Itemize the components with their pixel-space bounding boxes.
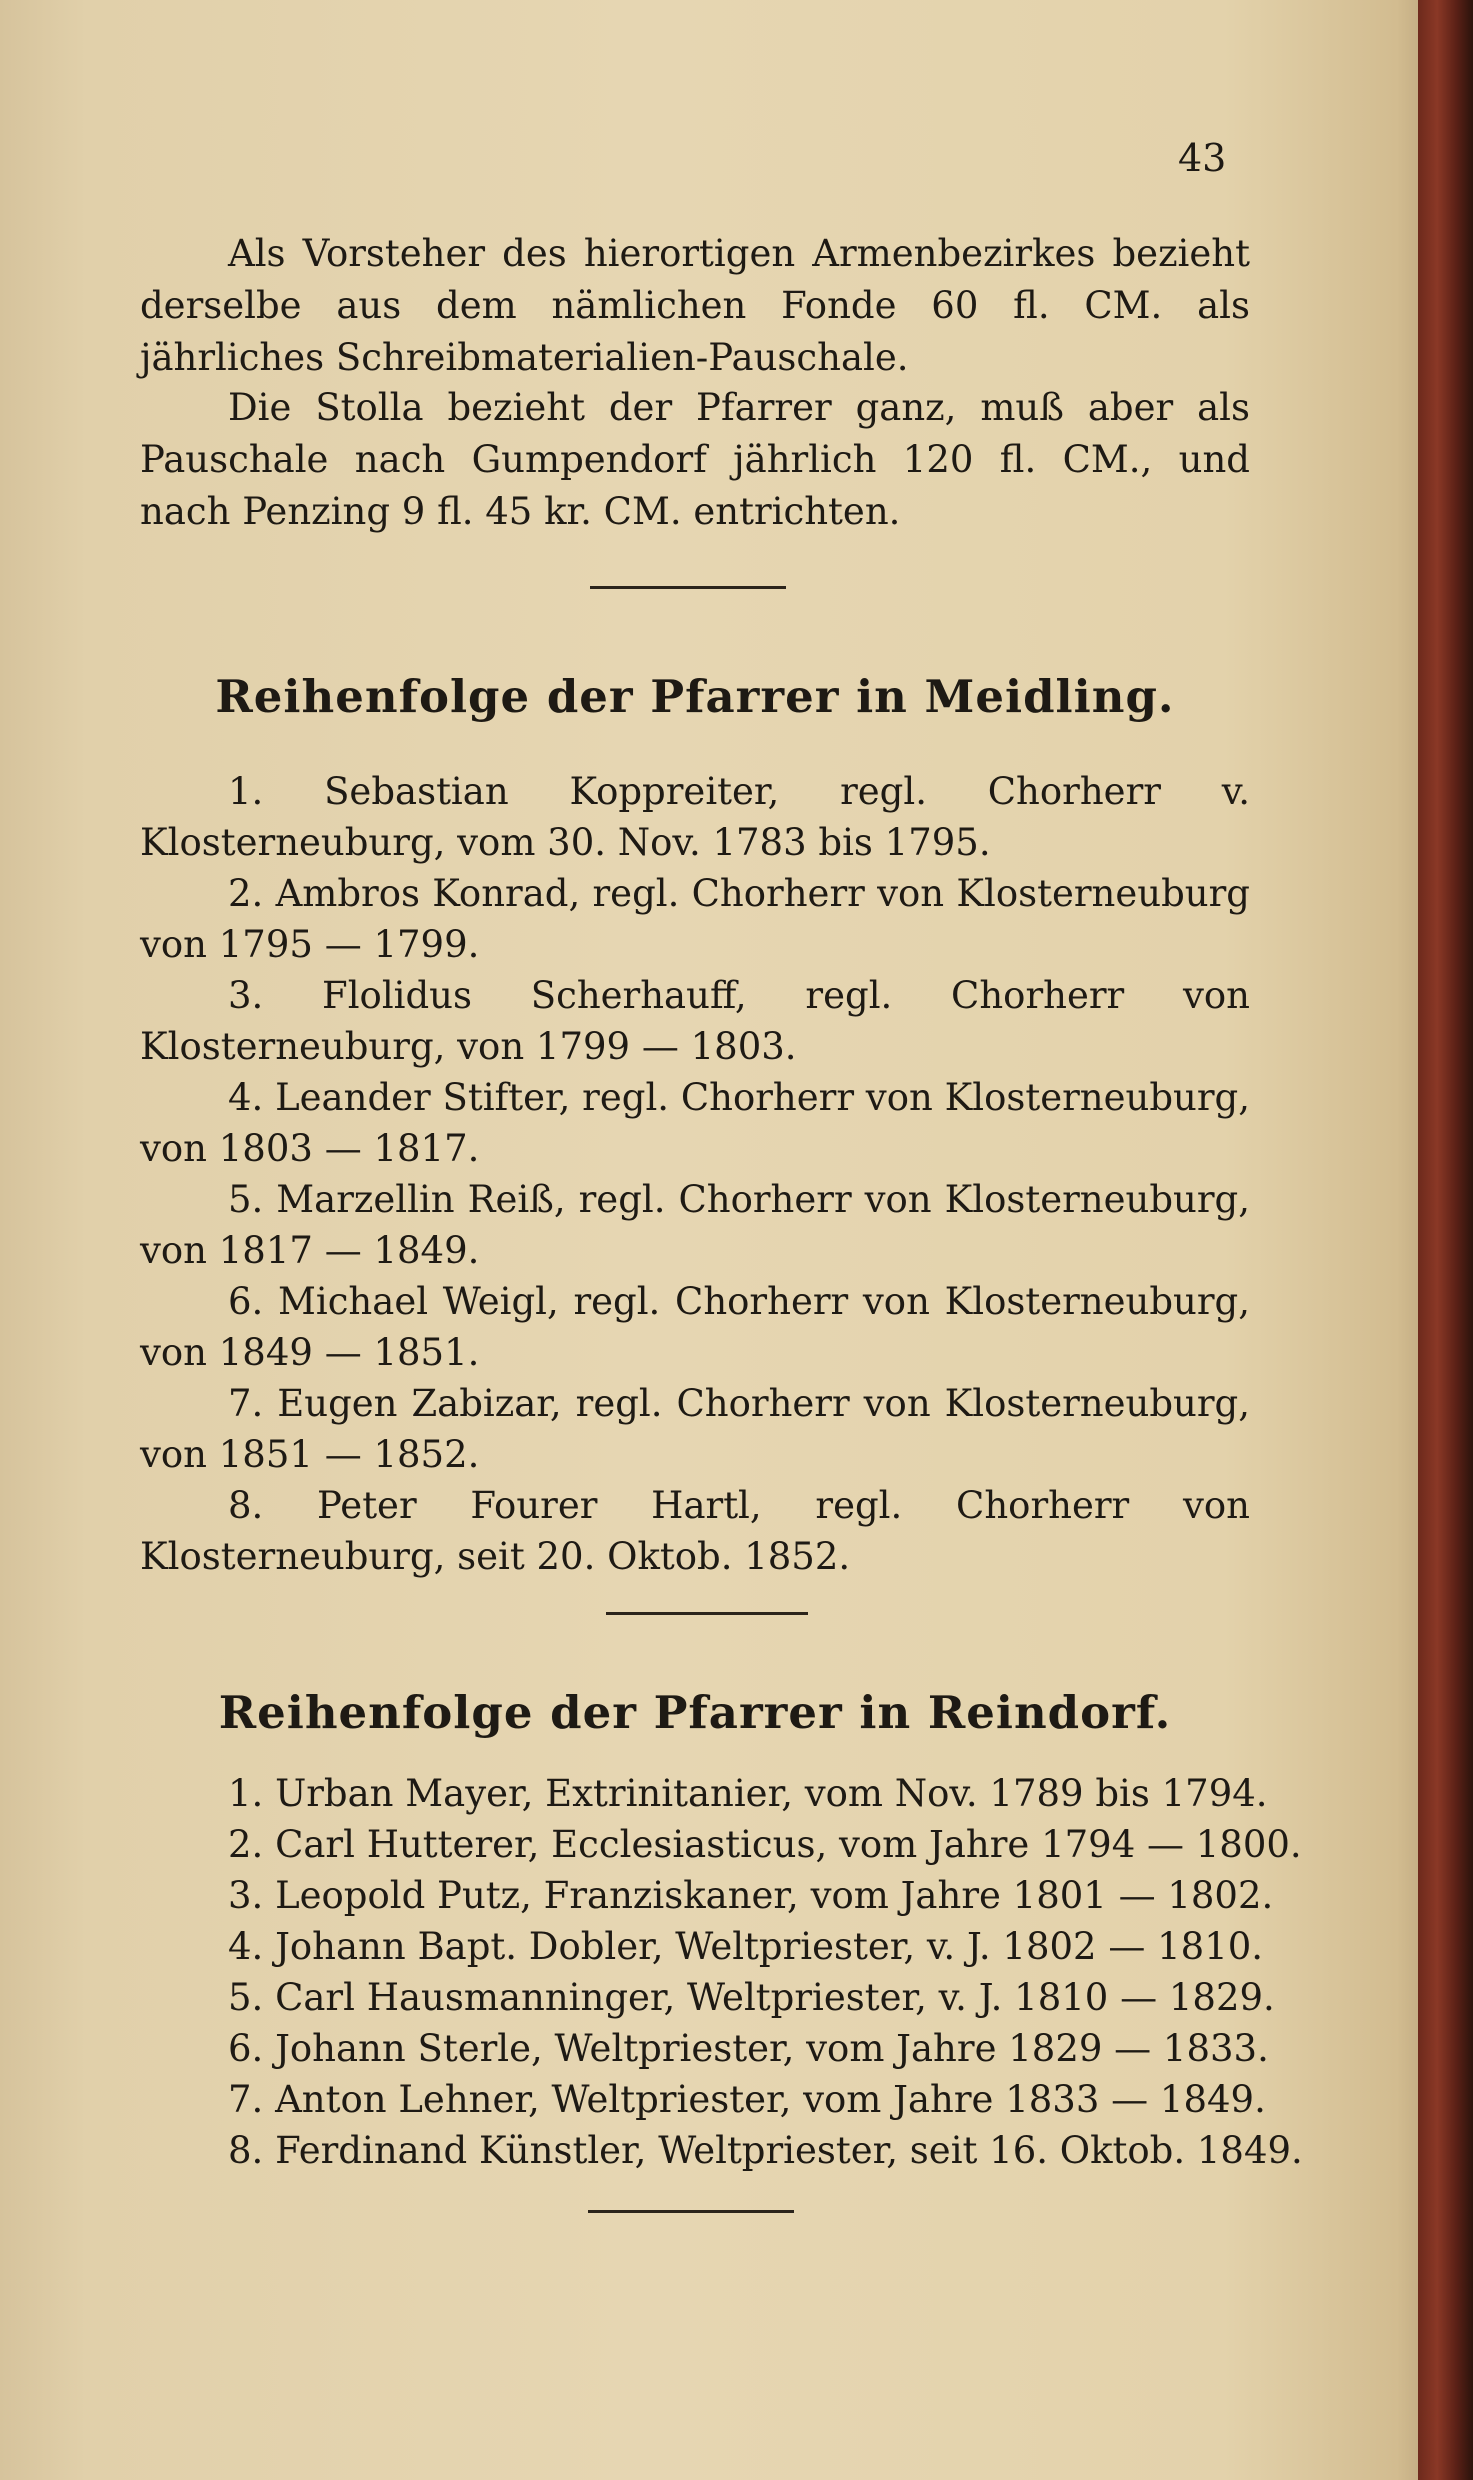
list-item: 5. Carl Hausmanninger, Weltpriester, v. J. 1810 — 1829. (228, 1976, 1275, 2019)
section-title-reindorf: Reihenfolge der Pfarrer in Reindorf. (218, 1686, 1172, 1739)
list-item: 7. Eugen Zabizar, regl. Chorherr von Klosterneuburg, von 1851 — 1852. (140, 1382, 1250, 1476)
list-item: 6. Michael Weigl, regl. Chorherr von Klosterneuburg, von 1849 — 1851. (140, 1280, 1250, 1374)
list-item: 4. Leander Stifter, regl. Chorherr von Klosterneuburg, von 1803 — 1817. (140, 1076, 1250, 1170)
list-item: 3. Flolidus Scherhauff, regl. Chorherr von Klosterneuburg, von 1799 — 1803. (140, 974, 1250, 1068)
list-item: 2. Carl Hutterer, Ecclesiasticus, vom Jahre 1794 — 1800. (228, 1823, 1302, 1866)
book-binding-edge (1418, 0, 1473, 2480)
list-item: 8. Ferdinand Künstler, Weltpriester, seit 16. Oktob. 1849. (228, 2129, 1303, 2172)
meidling-pastor-list (140, 766, 1250, 1582)
list-item: 3. Leopold Putz, Franziskaner, vom Jahre 1801 — 1802. (228, 1874, 1274, 1917)
reindorf-pastor-list (140, 1768, 1303, 2176)
list-item: 7. Anton Lehner, Weltpriester, vom Jahre 1833 — 1849. (228, 2078, 1266, 2121)
section-divider-rule (606, 1612, 808, 1615)
list-item: 1. Urban Mayer, Extrinitanier, vom Nov. 1789 bis 1794. (228, 1772, 1268, 1815)
end-divider-rule (588, 2210, 794, 2213)
page-number: 43 (1178, 136, 1227, 180)
list-item: 8. Peter Fourer Hartl, regl. Chorherr von Klosterneuburg, seit 20. Oktob. 1852. (140, 1484, 1250, 1578)
list-item: 6. Johann Sterle, Weltpriester, vom Jahre 1829 — 1833. (228, 2027, 1269, 2070)
list-item: 5. Marzellin Reiß, regl. Chorherr von Klosterneuburg, von 1817 — 1849. (140, 1178, 1250, 1272)
section-title-meidling: Reihenfolge der Pfarrer in Meidling. (215, 670, 1175, 723)
intro-paragraph-1: Als Vorsteher des hierortigen Armenbezirkes bezieht derselbe aus dem nämlichen Fonde 60 fl. CM. als jährliches Schreibmaterialien-Pauschale. (140, 232, 1250, 379)
list-item: 4. Johann Bapt. Dobler, Weltpriester, v. J. 1802 — 1810. (228, 1925, 1264, 1968)
intro-paragraph-2: Die Stolla bezieht der Pfarrer ganz, muß aber als Pauschale nach Gumpendorf jährlich 120 fl. CM., und nach Penzing 9 fl. 45 kr. CM. entrichten. (140, 386, 1250, 533)
list-item: 1. Sebastian Koppreiter, regl. Chorherr v. Klosterneuburg, vom 30. Nov. 1783 bis 1795. (140, 770, 1250, 864)
section-divider-rule (590, 586, 786, 589)
list-item: 2. Ambros Konrad, regl. Chorherr von Klosterneuburg von 1795 — 1799. (140, 872, 1250, 966)
